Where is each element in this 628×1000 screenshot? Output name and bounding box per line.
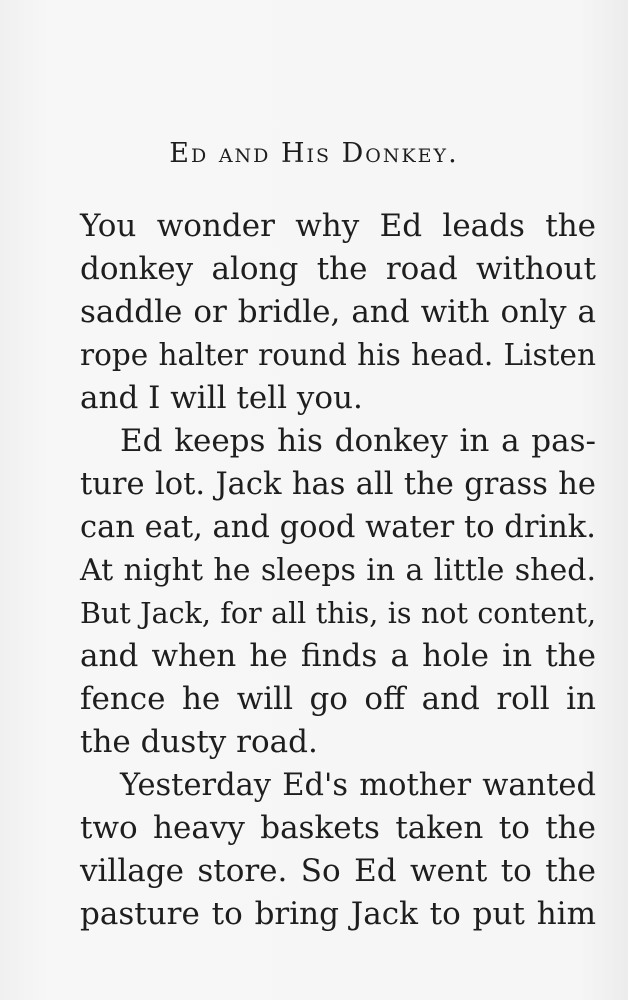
text-line: Yesterday Ed's mother wanted <box>120 768 596 803</box>
text-line: village store. So Ed went to the <box>80 853 596 889</box>
text-line: Ed keeps his donkey in a pas- <box>120 423 596 459</box>
text-line: the dusty road. <box>80 724 318 760</box>
text-line: donkey along the road without <box>80 251 596 287</box>
text-line: pasture to bring Jack to put him <box>80 896 596 932</box>
chapter-title: Ed and His Donkey. <box>169 138 459 169</box>
text-line: and when he finds a hole in the <box>80 638 596 674</box>
text-line: can eat, and good water to drink. <box>80 510 596 545</box>
story-text <box>80 205 596 936</box>
text-line: But Jack, for all this, is not content, <box>80 597 596 630</box>
text-line: and I will tell you. <box>80 380 363 416</box>
text-line: ture lot. Jack has all the grass he <box>80 467 596 502</box>
text-line: fence he will go off and roll in <box>80 681 596 717</box>
text-line: rope halter round his head. Listen <box>80 338 596 372</box>
text-line: two heavy baskets taken to the <box>80 810 596 846</box>
text-line: At night he sleeps in a little shed. <box>80 553 596 588</box>
text-line: You wonder why Ed leads the <box>80 208 596 244</box>
text-line: saddle or bridle, and with only a <box>80 294 596 330</box>
